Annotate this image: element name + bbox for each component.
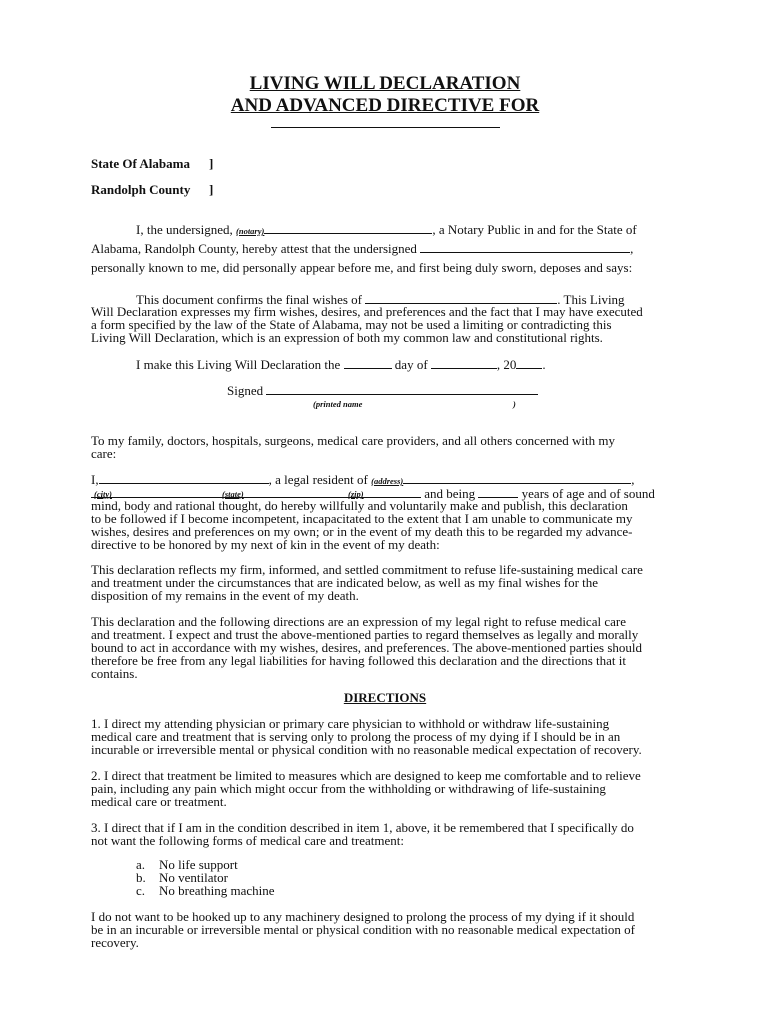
signed-line: Signed	[227, 383, 538, 397]
reflects-line-2: and treatment under the circumstances that are indicated below, as well as my final wishes for the	[91, 575, 599, 590]
direction-3-line-2: not want the following forms of medical care and treatment:	[91, 833, 404, 848]
direction-2-line-1: 2. I direct that treatment be limited to measures which are designed to keep me comfortable and to relieve	[91, 768, 641, 783]
document-title-line2: AND ADVANCED DIRECTIVE FOR	[230, 95, 540, 116]
county-bracket: ]	[209, 182, 214, 197]
month-field[interactable]	[431, 357, 497, 369]
resident-line-6: directive to be honored by my next of kin in the event of my death:	[91, 537, 440, 552]
resident-line-3: mind, body and rational thought, do hereby willfully and voluntarily make and publish, this declaration	[91, 498, 628, 513]
family-line-2: care:	[91, 446, 117, 461]
list-item-marker: b.	[136, 870, 146, 885]
expression-line-4: therefore be free from any legal liabilities for having followed this declaration and the directions that it	[91, 653, 626, 668]
machinery-line-3: recovery.	[91, 935, 139, 950]
notary-field-label: (notary)	[236, 226, 265, 236]
age-field[interactable]	[478, 486, 518, 498]
state-bracket: ]	[209, 156, 214, 171]
list-item-marker: a.	[136, 857, 146, 872]
direction-1-line-3: incurable or irreversible mental or physical condition with no reasonable medical expectation of recovery.	[91, 742, 642, 757]
expression-line-1: This declaration and the following directions are an expression of my legal right to refuse medical care	[91, 614, 626, 629]
zip-label: (zip)	[348, 489, 364, 499]
confirm-line-3: a form specified by the law of the State of Alabama, may not be used a limiting or contradicting this	[91, 317, 612, 332]
directions-heading: DIRECTIONS	[343, 690, 427, 705]
direction-1-line-1: 1. I direct my attending physician or primary care physician to withhold or withdraw life-sustaining	[91, 716, 610, 731]
direction-2-line-2: pain, including any pain which might occur from the withholding or withdrawing of life-sustaining	[91, 781, 606, 796]
city-state-zip-field[interactable]	[91, 486, 421, 498]
list-item-text: No breathing machine	[159, 883, 275, 898]
city-label: (city)	[94, 489, 112, 499]
expression-line-2: and treatment. I expect and trust the above-mentioned parties to regard themselves as legally and morally	[91, 627, 639, 642]
reflects-line-1: This declaration reflects my firm, informed, and settled commitment to refuse life-sustaining medical care	[91, 562, 643, 577]
expression-line-3: bound to act in accordance with my wishes, desires, and preferences. The above-mentioned parties should	[91, 640, 642, 655]
direction-1-line-2: medical care and treatment that is serving only to prolong the process of my dying if I should be in an	[91, 729, 621, 744]
notary-line-1: I, the undersigned, (notary) , a Notary Public in and for the State of	[136, 222, 637, 237]
resident-line-2: (city) (state) (zip) and being years of age and of sound	[91, 486, 655, 500]
final-wishes-name-field[interactable]	[365, 292, 557, 304]
resident-line-5: wishes, desires and preferences on my own; or in the event of my death this to be regarded my advance-	[91, 524, 633, 539]
notary-name-field[interactable]	[264, 222, 432, 234]
machinery-line-1: I do not want to be hooked up to any machinery designed to prolong the process of my dying if it should	[91, 909, 635, 924]
expression-line-5: contains.	[91, 666, 138, 681]
printed-name-close: )	[513, 399, 516, 409]
list-item-text: No ventilator	[159, 870, 228, 885]
family-line-1: To my family, doctors, hospitals, surgeons, medical care providers, and all others concerned with my	[91, 433, 616, 448]
declarant-name-field[interactable]	[99, 472, 269, 484]
address-field[interactable]	[403, 472, 631, 484]
county-label: Randolph County	[91, 182, 191, 197]
state-field-label: (state)	[222, 489, 244, 499]
direction-2-line-3: medical care or treatment.	[91, 794, 227, 809]
list-item-text: No life support	[159, 857, 238, 872]
state-label: State Of Alabama	[91, 156, 190, 171]
year-field[interactable]	[516, 357, 542, 369]
notary-line-2: Alabama, Randolph County, hereby attest that the undersigned ,	[91, 241, 634, 256]
resident-line-1: I, , a legal resident of (address) ,	[91, 472, 635, 487]
title-blank-line[interactable]	[271, 127, 500, 128]
machinery-line-2: be in an incurable or irreversible mental or physical condition with no reasonable medical expectation of	[91, 922, 636, 937]
confirm-line-1: This document confirms the final wishes of . This Living	[136, 292, 625, 307]
undersigned-name-field[interactable]	[420, 241, 630, 253]
direction-3-line-1: 3. I direct that if I am in the condition described in item 1, above, it be remembered that I specifically do	[91, 820, 634, 835]
declaration-date-line: I make this Living Will Declaration the day of , 20 .	[136, 357, 546, 372]
resident-line-4: to be followed if I become incompetent, incapacitated to the extent that I am unable to communicate my	[91, 511, 633, 526]
printed-name-label: (printed name	[313, 399, 363, 409]
address-label: (address)	[371, 476, 404, 486]
document-title-line1: LIVING WILL DECLARATION	[249, 73, 521, 94]
day-field[interactable]	[344, 357, 392, 369]
confirm-line-2: Will Declaration expresses my firm wishes, desires, and preferences and the fact that I may have executed	[91, 304, 643, 319]
notary-line-3: personally known to me, did personally appear before me, and first being duly sworn, deposes and says:	[91, 260, 633, 275]
signature-field[interactable]	[266, 383, 538, 395]
reflects-line-3: disposition of my remains in the event of my death.	[91, 588, 359, 603]
list-item-marker: c.	[136, 883, 146, 898]
confirm-line-4: Living Will Declaration, which is an expression of both my common law and constitutional rights.	[91, 330, 603, 345]
